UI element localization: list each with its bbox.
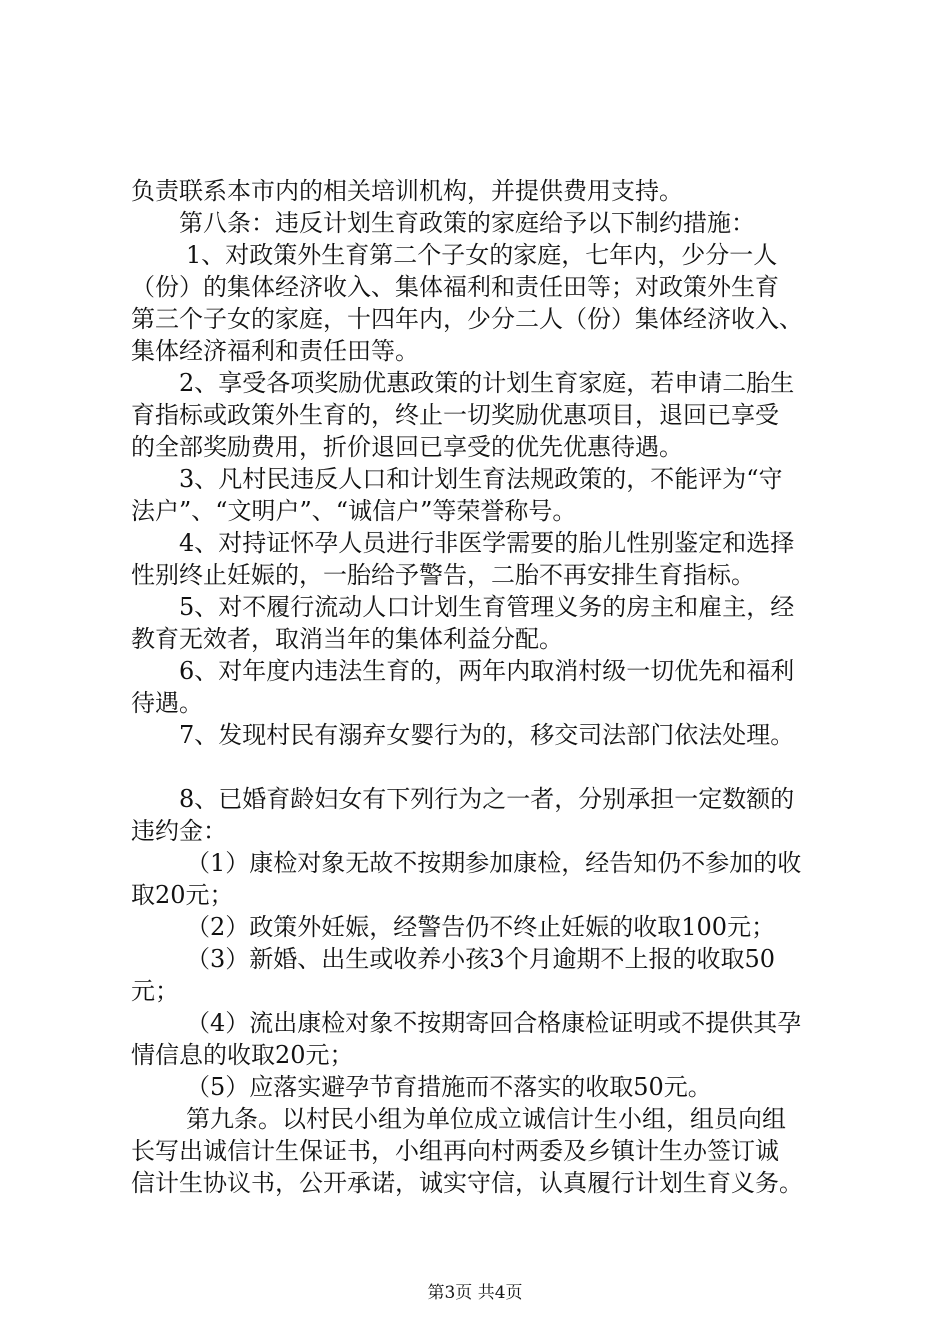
text-line: 第三个子女的家庭，十四年内，少分二人（份）集体经济收入、 [131,305,803,333]
text-line: （5）应落实避孕节育措施而不落实的收取50元。 [186,1073,712,1101]
text-line: （3）新婚、出生或收养小孩3个月逾期不上报的收取50 [186,945,776,973]
text-line: 集体经济福利和责任田等。 [131,337,419,365]
article-heading: 第八条：违反计划生育政策的家庭给予以下制约措施： [179,209,755,237]
article-heading: 第九条。以村民小组为单位成立诚信计生小组，组员向组 [186,1105,786,1133]
text-line: 教育无效者，取消当年的集体利益分配。 [131,625,563,653]
text-line: 育指标或政策外生育的，终止一切奖励优惠项目，退回已享受 [131,401,779,429]
text-line: 信计生协议书，公开承诺，诚实守信，认真履行计划生育义务。 [131,1169,803,1197]
text-line: （2）政策外妊娠，经警告仍不终止妊娠的收取100元； [186,913,776,941]
text-line: （4）流出康检对象不按期寄回合格康检证明或不提供其孕 [186,1009,802,1037]
text-line: 1、对政策外生育第二个子女的家庭，七年内，少分一人 [186,241,778,269]
text-line: 情信息的收取20元； [131,1041,354,1069]
text-line: 8、已婚育龄妇女有下列行为之一者，分别承担一定数额的 [179,785,795,813]
text-line: 元； [131,977,179,1005]
text-line: 性别终止妊娠的，一胎给予警告，二胎不再安排生育指标。 [131,561,755,589]
text-line: 6、对年度内违法生育的，两年内取消村级一切优先和福利 [179,657,795,685]
text-line: 法户”、“文明户”、“诚信户”等荣誉称号。 [131,497,577,525]
text-line: 违约金： [131,817,227,845]
text-line: 5、对不履行流动人口计划生育管理义务的房主和雇主，经 [179,593,795,621]
text-line: 2、享受各项奖励优惠政策的计划生育家庭，若申请二胎生 [179,369,795,397]
text-line: 7、发现村民有溺弃女婴行为的，移交司法部门依法处理。 [179,721,795,749]
page-number: 第3页 共4页 [427,1283,523,1303]
text-line: （份）的集体经济收入、集体福利和责任田等；对政策外生育 [131,273,779,301]
text-line: 3、凡村民违反人口和计划生育法规政策的，不能评为“守 [179,465,783,493]
text-line: 的全部奖励费用，折价退回已享受的优先优惠待遇。 [131,433,683,461]
text-line: 负责联系本市内的相关培训机构，并提供费用支持。 [131,177,683,205]
text-line: 取20元； [131,881,234,909]
text-line: （1）康检对象无故不按期参加康检，经告知仍不参加的收 [186,849,802,877]
text-line: 4、对持证怀孕人员进行非医学需要的胎儿性别鉴定和选择 [179,529,795,557]
text-line: 长写出诚信计生保证书，小组再向村两委及乡镇计生办签订诚 [131,1137,779,1165]
text-line: 待遇。 [131,689,203,717]
